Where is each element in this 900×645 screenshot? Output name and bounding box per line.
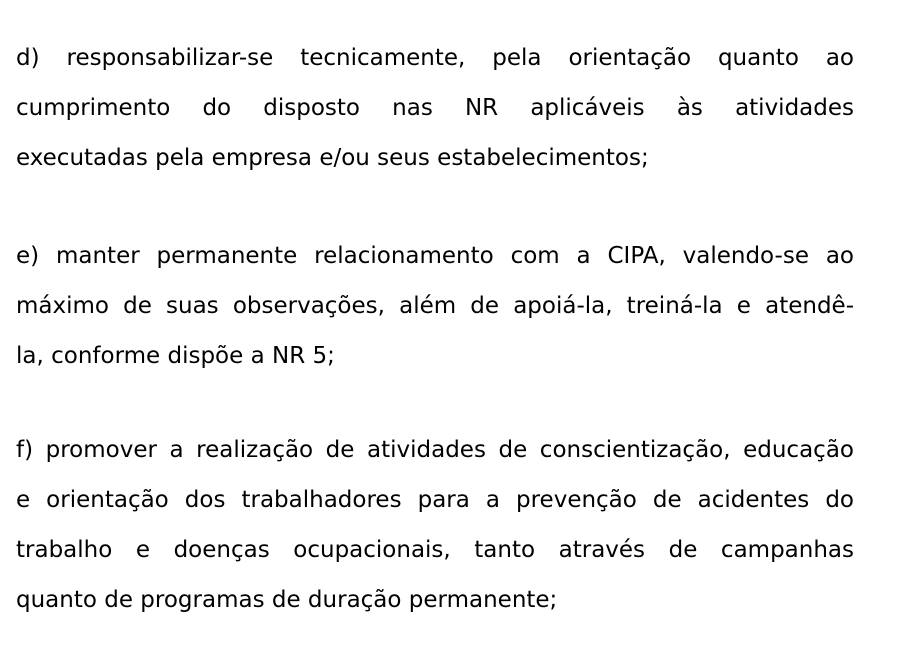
paragraph-d-line-3: executadas pela empresa e/ou seus estabelecimentos; [16, 145, 649, 171]
paragraph-f-line-3: trabalho e doenças ocupacionais, tanto através de campanhas [16, 537, 854, 563]
paragraph-d-line-1: d) responsabilizar-se tecnicamente, pela orientação quanto ao [16, 45, 854, 71]
paragraph-e-line-2: máximo de suas observações, além de apoiá-la, treiná-la e atendê- [16, 293, 854, 319]
paragraph-f-line-2: e orientação dos trabalhadores para a prevenção de acidentes do [16, 487, 854, 513]
paragraph-d-line-2: cumprimento do disposto nas NR aplicáveis às atividades [16, 95, 854, 121]
paragraph-f-line-4: quanto de programas de duração permanente; [16, 587, 558, 613]
paragraph-f-line-1: f) promover a realização de atividades de conscientização, educação [16, 437, 854, 463]
paragraph-e-line-3: la, conforme dispõe a NR 5; [16, 343, 335, 369]
paragraph-e-line-1: e) manter permanente relacionamento com a CIPA, valendo-se ao [16, 243, 854, 269]
